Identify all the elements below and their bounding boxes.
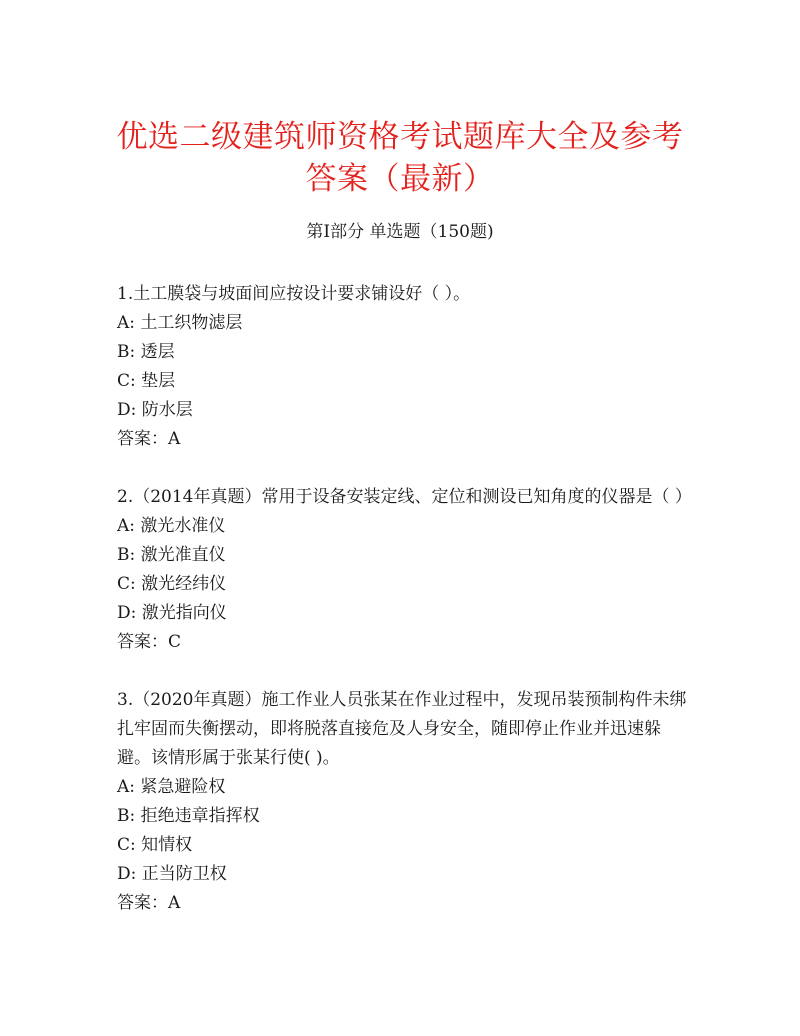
option-c: C: 垫层 xyxy=(117,371,176,391)
option-c: C: 知情权 xyxy=(117,835,193,855)
question-stem: 2.（2014年真题）常用于设备安装定线、定位和测设已知角度的仪器是（ ） xyxy=(117,487,692,507)
option-a: A: 紧急避险权 xyxy=(117,777,226,797)
question-stem: 1.土工膜袋与坡面间应按设计要求铺设好（ ）。 xyxy=(117,284,471,304)
question-list xyxy=(117,280,692,947)
option-b: B: 透层 xyxy=(117,342,175,362)
document-title: 优选二级建筑师资格考试题库大全及参考答案（最新） xyxy=(116,119,684,197)
option-a: A: 土工织物滤层 xyxy=(117,313,243,333)
option-d: D: 正当防卫权 xyxy=(117,864,227,884)
option-d: D: 防水层 xyxy=(117,400,193,420)
option-d: D: 激光指向仪 xyxy=(117,603,227,623)
option-c: C: 激光经纬仪 xyxy=(117,574,227,594)
section-heading: 第Ⅰ部分 单选题（150题) xyxy=(306,222,494,242)
answer-line: 答案：C xyxy=(117,632,182,652)
answer-line: 答案：A xyxy=(117,893,181,913)
question-item xyxy=(117,686,687,918)
option-b: B: 拒绝违章指挥权 xyxy=(117,806,260,826)
question-item xyxy=(117,483,692,657)
option-a: A: 激光水准仪 xyxy=(117,516,226,536)
option-b: B: 激光准直仪 xyxy=(117,545,226,565)
answer-line: 答案：A xyxy=(117,429,181,449)
question-item xyxy=(117,280,687,454)
question-stem: 3.（2020年真题）施工作业人员张某在作业过程中，发现吊装预制构件未绑扎牢固而失衡摆动，即将脱落直接危及人身安全，随即停止作业并迅速躲避。该情形属于张某行使( )。 xyxy=(117,690,687,768)
